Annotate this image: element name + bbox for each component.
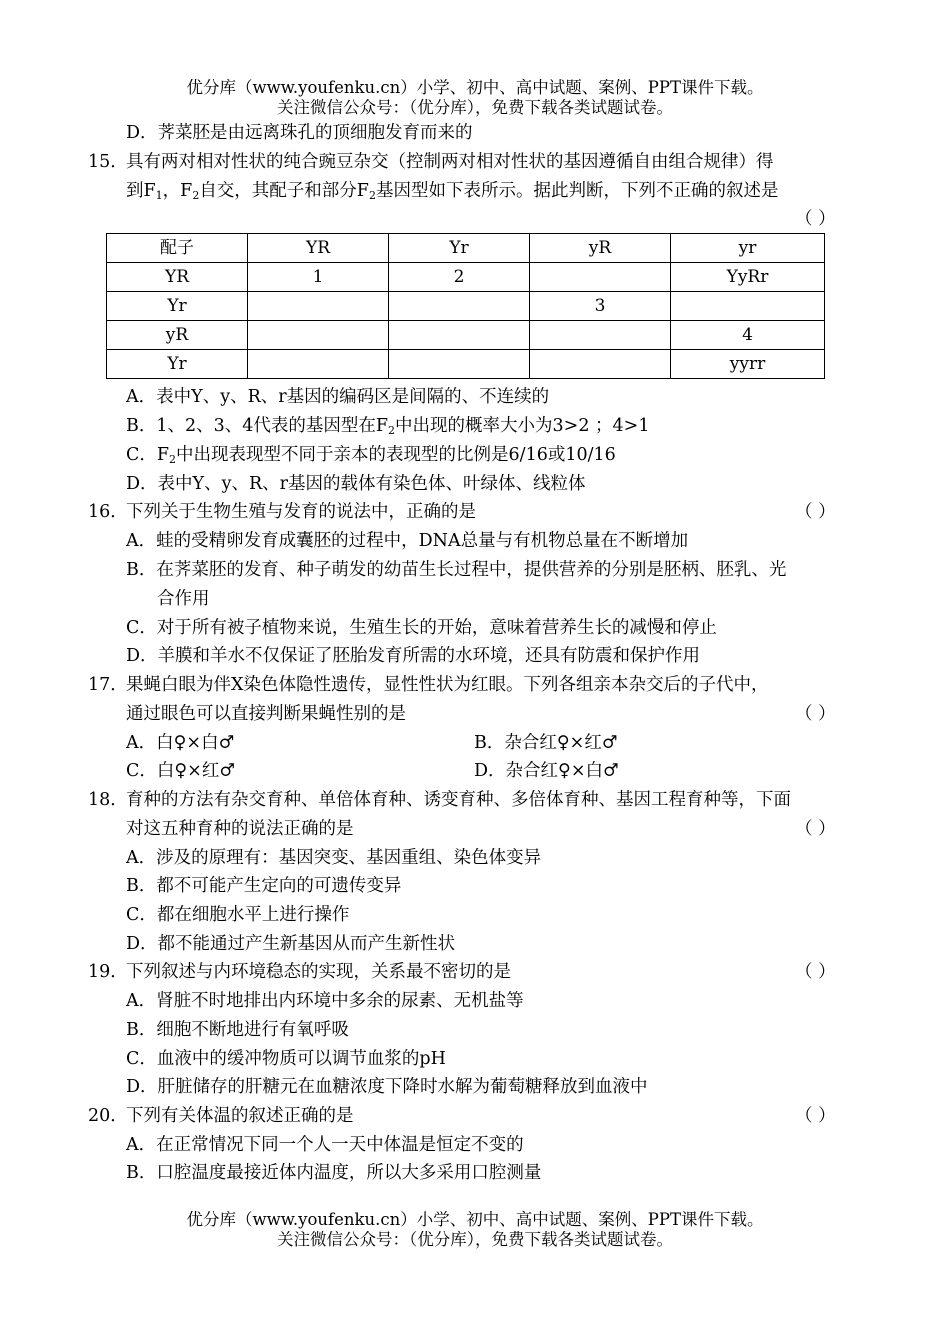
q15-stem-line2 — [126, 178, 778, 204]
q17-option-b: B．杂合红♀×红♂ — [474, 733, 618, 753]
table-row — [107, 263, 825, 292]
q18-option-c: C．都在细胞水平上进行操作 — [126, 905, 350, 925]
q16-answer-blank: （ ） — [795, 502, 836, 522]
q15-text: 到F — [126, 181, 156, 201]
q15-text: ，F — [162, 181, 193, 201]
q20-answer-blank: （ ） — [795, 1106, 836, 1126]
q15-option-a: A．表中Y、y、R、r基因的编码区是间隔的、不连续的 — [126, 387, 550, 407]
table-cell — [389, 292, 530, 321]
header-line-2: 关注微信公众号：（优分库），免费下载各类试题试卷。 — [277, 98, 673, 117]
q18-option-d: D．都不能通过产生新基因从而产生新性状 — [126, 934, 456, 954]
q19-option-a: A．肾脏不时地排出内环境中多余的尿素、无机盐等 — [126, 991, 524, 1011]
q15-stem-line1: 具有两对相对性状的纯合豌豆杂交（控制两对相对性状的基因遵循自由组合规律）得 — [126, 152, 774, 172]
q20-option-a: A．在正常情况下同一个人一天中体温是恒定不变的 — [126, 1135, 524, 1155]
q18-number: 18． — [88, 790, 128, 810]
q15-text: 自交，其配子和部分F — [199, 181, 369, 201]
q18-answer-blank: （ ） — [795, 819, 836, 839]
q17-stem-line1: 果蝇白眼为伴X染色体隐性遗传，显性性状为红眼。下列各组亲本杂交后的子代中， — [126, 675, 769, 695]
table-cell: Yr — [107, 292, 248, 321]
q15-subscript: 2 — [169, 453, 177, 466]
q16-number: 16． — [88, 502, 128, 522]
footer-line-1: 优分库（www.youfenku.cn）小学、初中、高中试题、案例、PPT课件下载。 — [186, 1210, 764, 1229]
q15-number: 15． — [88, 152, 128, 172]
table-cell: 3 — [530, 292, 671, 321]
q15-option-d: D．表中Y、y、R、r基因的载体有染色体、叶绿体、线粒体 — [126, 474, 586, 494]
q19-stem: 下列叙述与内环境稳态的实现，关系最不密切的是 — [126, 962, 511, 982]
table-cell — [248, 292, 389, 321]
table-cell: YR — [107, 263, 248, 292]
q16-option-b-cont: 合作用 — [157, 589, 210, 609]
table-cell — [248, 321, 389, 350]
table-cell — [530, 263, 671, 292]
q19-number: 19． — [88, 962, 128, 982]
q16-stem: 下列关于生物生殖与发育的说法中，正确的是 — [126, 502, 476, 522]
q15-option-b-text: B．1、2、3、4代表的基因型在F — [126, 416, 389, 436]
table-cell — [248, 350, 389, 379]
q18-option-b: B．都不可能产生定向的可遗传变异 — [126, 876, 402, 896]
q18-stem-line2: 对这五种育种的说法正确的是 — [126, 819, 354, 839]
q18-option-a: A．涉及的原理有：基因突变、基因重组、染色体变异 — [126, 848, 542, 868]
table-header-cell: yr — [671, 234, 825, 263]
q18-stem-line1: 育种的方法有杂交育种、单倍体育种、诱变育种、多倍体育种、基因工程育种等，下面 — [126, 790, 791, 810]
q17-option-a: A．白♀×白♂ — [126, 733, 235, 753]
q16-option-d: D．羊膜和羊水不仅保证了胚胎发育所需的水环境，还具有防震和保护作用 — [126, 646, 701, 666]
footer-line-2: 关注微信公众号：（优分库），免费下载各类试题试卷。 — [277, 1230, 673, 1249]
q17-stem-line2: 通过眼色可以直接判断果蝇性别的是 — [126, 704, 406, 724]
table-cell — [530, 321, 671, 350]
q17-answer-blank: （ ） — [795, 704, 836, 724]
table-cell: YyRr — [671, 263, 825, 292]
table-cell: 2 — [389, 263, 530, 292]
q15-subscript: 1 — [155, 189, 163, 202]
q15-subscript: 2 — [192, 189, 200, 202]
q14-option-d: D．荠菜胚是由远离珠孔的顶细胞发育而来的 — [126, 123, 473, 143]
q17-number: 17． — [88, 675, 128, 695]
header-line-1: 优分库（www.youfenku.cn）小学、初中、高中试题、案例、PPT课件下载。 — [186, 78, 764, 97]
q15-option-c — [126, 442, 616, 468]
gamete-genotype-table — [106, 233, 825, 379]
q15-subscript: 2 — [388, 424, 396, 437]
table-header-cell: YR — [248, 234, 389, 263]
table-cell — [389, 350, 530, 379]
page-footer — [0, 1210, 950, 1250]
q17-option-d: D．杂合红♀×白♂ — [474, 761, 619, 781]
q20-stem: 下列有关体温的叙述正确的是 — [126, 1106, 354, 1126]
q19-option-d: D．肝脏储存的肝糖元在血糖浓度下降时水解为葡萄糖释放到血液中 — [126, 1077, 648, 1097]
q15-option-c-text: C．F — [126, 445, 170, 465]
table-cell — [389, 321, 530, 350]
q19-answer-blank: （ ） — [795, 962, 836, 982]
q19-option-b: B．细胞不断地进行有氧呼吸 — [126, 1020, 349, 1040]
table-row — [107, 350, 825, 379]
q15-option-c-text: 中出现表现型不同于亲本的表现型的比例是6/16或10/16 — [176, 445, 616, 465]
table-cell: yyrr — [671, 350, 825, 379]
table-header-cell: yR — [530, 234, 671, 263]
table-cell — [530, 350, 671, 379]
table-row — [107, 292, 825, 321]
q19-option-c: C．血液中的缓冲物质可以调节血浆的pH — [126, 1049, 446, 1069]
table-header-cell: 配子 — [107, 234, 248, 263]
table-cell: Yr — [107, 350, 248, 379]
table-cell: 1 — [248, 263, 389, 292]
q15-text: 基因型如下表所示。据此判断，下列不正确的叙述是 — [375, 181, 779, 201]
table-cell: 4 — [671, 321, 825, 350]
q20-number: 20． — [88, 1106, 128, 1126]
table-header-row — [107, 234, 825, 263]
table-cell — [671, 292, 825, 321]
q15-answer-blank: （ ） — [795, 209, 836, 229]
table-cell: yR — [107, 321, 248, 350]
page-header — [0, 78, 950, 118]
q16-option-c: C．对于所有被子植物来说，生殖生长的开始，意味着营养生长的减慢和停止 — [126, 618, 717, 638]
q17-option-c: C．白♀×红♂ — [126, 761, 236, 781]
q16-option-b: B．在荠菜胚的发育、种子萌发的幼苗生长过程中，提供营养的分别是胚柄、胚乳、光 — [126, 560, 787, 580]
q15-subscript: 2 — [368, 189, 376, 202]
q16-option-a: A．蛙的受精卵发育成囊胚的过程中，DNA总量与有机物总量在不断增加 — [126, 531, 689, 551]
table-header-cell: Yr — [389, 234, 530, 263]
q15-option-b-text: 中出现的概率大小为3>2 ；4>1 — [395, 416, 650, 436]
table-row — [107, 321, 825, 350]
q20-option-b: B．口腔温度最接近体内温度，所以大多采用口腔测量 — [126, 1163, 542, 1183]
q15-option-b — [126, 413, 649, 439]
